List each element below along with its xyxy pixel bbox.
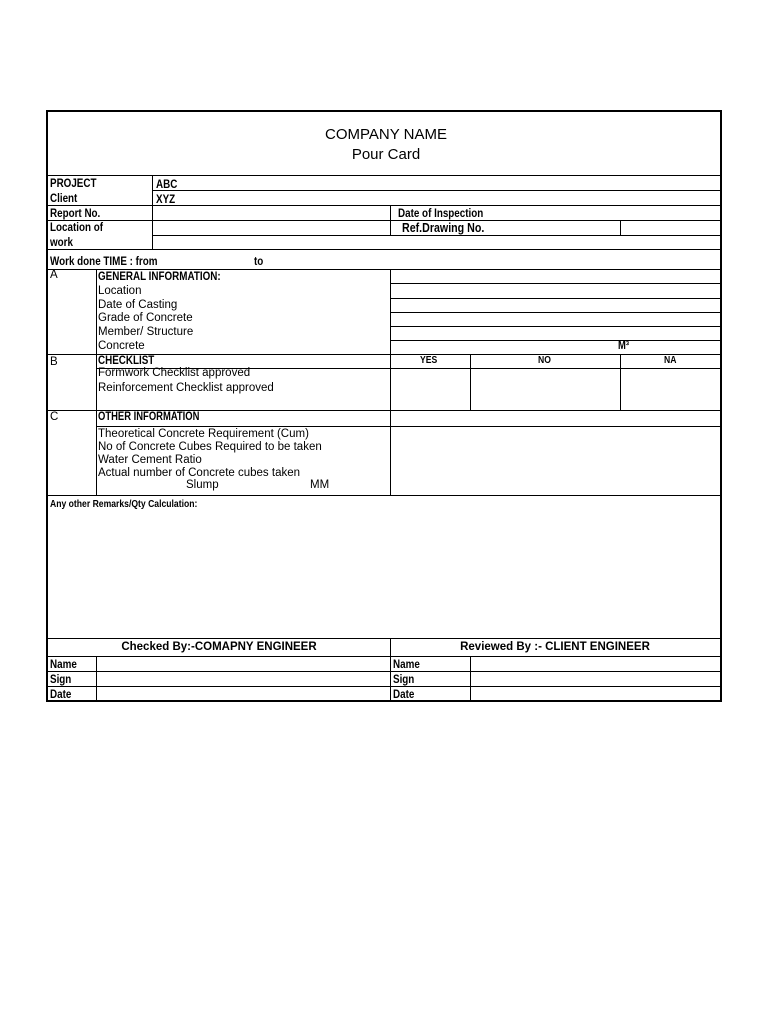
pour-card-form (46, 110, 722, 702)
work-time-label: Work done TIME : from (50, 254, 158, 268)
divider (390, 340, 720, 341)
divider (390, 269, 391, 495)
divider (48, 686, 720, 687)
client-label: Client (50, 191, 78, 205)
divider (48, 638, 720, 639)
slump-label: Slump (186, 479, 219, 491)
other-info-item: Water Cement Ratio (98, 454, 202, 466)
other-info-item: Actual number of Concrete cubes taken (98, 467, 301, 479)
company-name: COMPANY NAME (325, 126, 447, 143)
date-of-inspection-label: Date of Inspection (398, 206, 484, 220)
general-info-item: Grade of Concrete (98, 312, 193, 324)
divider (48, 656, 720, 657)
divider (48, 249, 720, 250)
location-of-work-label-line1: Location of (50, 220, 104, 234)
reviewed-name-label: Name (393, 657, 420, 671)
checklist-item: Formwork Checklist approved (98, 367, 251, 379)
divider (96, 656, 97, 700)
reviewed-sign-label: Sign (393, 672, 415, 686)
checklist-item: Reinforcement Checklist approved (98, 382, 274, 394)
checklist-col-no: NO (538, 354, 551, 366)
checked-by-heading: Checked By:-COMAPNY ENGINEER (121, 641, 317, 653)
divider (48, 495, 720, 496)
divider (152, 175, 153, 249)
work-time-to-label: to (254, 254, 264, 268)
other-info-item: No of Concrete Cubes Required to be taken (98, 441, 322, 453)
checked-sign-label: Sign (50, 672, 72, 686)
section-c-heading: OTHER INFORMATION (98, 411, 200, 423)
divider (48, 671, 720, 672)
location-of-work-label-line2: work (50, 235, 73, 249)
form-title: Pour Card (351, 146, 421, 163)
section-a-letter: A (50, 269, 58, 281)
ref-drawing-label: Ref.Drawing No. (402, 220, 485, 235)
section-b-heading: CHECKLIST (98, 353, 155, 367)
section-a-heading: GENERAL INFORMATION: (98, 269, 221, 283)
reviewed-date-label: Date (393, 687, 415, 701)
checked-name-label: Name (50, 657, 77, 671)
project-value[interactable]: ABC (156, 177, 178, 191)
reviewed-by-heading: Reviewed By :- CLIENT ENGINEER (460, 641, 650, 653)
divider (390, 283, 720, 284)
report-no-label: Report No. (50, 206, 101, 220)
divider (152, 235, 720, 236)
divider (48, 205, 720, 206)
divider (96, 426, 720, 427)
checklist-col-yes: YES (420, 354, 438, 366)
other-info-item: Theoretical Concrete Requirement (Cum) (98, 428, 309, 440)
section-c-letter: C (50, 411, 59, 423)
slump-unit: MM (310, 479, 330, 491)
divider (620, 354, 621, 410)
client-value[interactable]: XYZ (156, 192, 176, 206)
general-info-item: Date of Casting (98, 299, 178, 311)
section-b-letter: B (50, 356, 58, 368)
divider (390, 312, 720, 313)
project-label: PROJECT (50, 176, 97, 190)
divider (152, 190, 720, 191)
general-info-item: Location (98, 285, 142, 297)
divider (390, 326, 720, 327)
divider (470, 354, 471, 410)
divider (390, 205, 391, 235)
divider (96, 269, 97, 495)
divider (390, 298, 720, 299)
divider (470, 656, 471, 700)
general-info-item: Concrete (98, 340, 145, 352)
general-info-item: Member/ Structure (98, 326, 194, 338)
concrete-unit: M³ (618, 340, 630, 352)
remarks-label: Any other Remarks/Qty Calculation: (50, 498, 198, 510)
checked-date-label: Date (50, 687, 72, 701)
checklist-col-na: NA (664, 354, 677, 366)
divider (620, 220, 621, 235)
divider (48, 175, 720, 176)
